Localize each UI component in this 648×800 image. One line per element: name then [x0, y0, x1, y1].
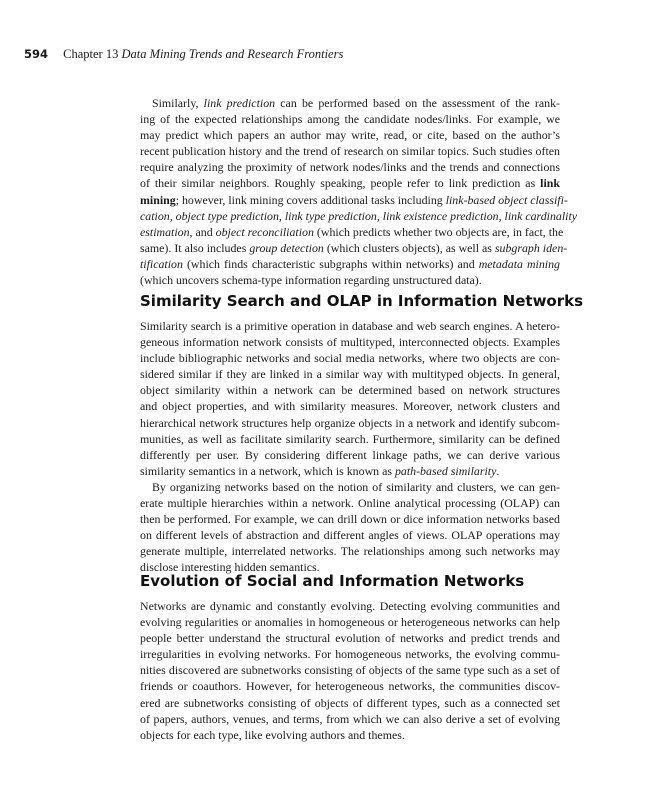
text-line: [140, 463, 560, 479]
bold-text: link: [540, 176, 560, 191]
paragraph: [140, 598, 560, 743]
chapter-label: Chapter 13: [63, 47, 119, 61]
italic-text: link-based object classifi-: [445, 192, 568, 207]
text-line: [140, 159, 560, 175]
text-run: (which predicts whether two objects are, in fact, the: [313, 224, 564, 239]
text-line: [140, 175, 560, 191]
text-run: (which finds characteristic subgraphs within networks) and: [182, 256, 479, 271]
text-line: [140, 192, 568, 208]
text-run: Similarly,: [152, 96, 204, 110]
section-heading-similarity-search: Similarity Search and OLAP in Information Networks: [140, 292, 584, 310]
text-run: evolving regularities or anomalies in homogeneous or heterogeneous networks can help: [140, 615, 560, 630]
section-similarity-search: [140, 318, 560, 576]
text-run: By organizing networks based on the notion of similarity and clusters, we can gen-: [152, 479, 560, 494]
section-evolution: [140, 598, 560, 743]
paragraph: [140, 95, 578, 288]
text-line: [140, 224, 564, 240]
text-run: friends or coauthors. However, for heterogeneous networks, the communities discov-: [140, 679, 560, 694]
italic-text: group detection: [249, 240, 324, 255]
chapter-title: Data Mining Trends and Research Frontiers: [121, 47, 344, 61]
text-line: [140, 431, 560, 447]
text-run: similarity semantics in a network, which is known as: [140, 463, 395, 478]
italic-text: tification: [140, 256, 183, 271]
text-line: [140, 208, 578, 224]
italic-text: estimation: [140, 224, 190, 239]
text-line: [140, 646, 560, 662]
text-run: on different levels of abstraction and different angles of views. OLAP operations may: [140, 528, 560, 543]
text-run: of papers, authors, venues, and terms, from which we can also derive a set of evolving: [140, 711, 560, 726]
text-line: [140, 398, 560, 414]
text-line: [140, 727, 560, 743]
text-line: [140, 240, 568, 256]
text-run: , and: [189, 224, 216, 239]
text-run: sidered similar if they are linked in a similar way with multityped objects. In general,: [140, 367, 560, 382]
text-line: [140, 614, 560, 630]
text-line: [140, 598, 560, 614]
text-run: object similarity within a network can be determined based on network structures: [140, 383, 560, 398]
italic-text: path-based similarity: [394, 463, 497, 478]
italic-text: subgraph iden-: [494, 240, 568, 255]
text-run: of their similar neighbors. Roughly speaking, people refer to link prediction as: [140, 176, 541, 191]
text-run: ing of the expected relationships among the candidate nodes/links. For example, we: [140, 112, 560, 127]
text-run: (which clusters objects), as well as: [323, 240, 495, 255]
text-line: [140, 543, 560, 559]
section-heading-evolution: Evolution of Social and Information Networks: [140, 572, 525, 590]
italic-text: cation, object type prediction, link type prediction, link existence prediction, link cardinality: [140, 208, 578, 223]
text-run: then be performed. For example, we can drill down or dice information networks based: [140, 512, 560, 527]
text-run: nities discovered are subnetworks consisting of objects of the same type such as a set of: [140, 663, 560, 678]
text-line: [140, 662, 560, 678]
text-run: can be performed based on the assessment of the rank-: [275, 96, 560, 110]
running-head: [24, 47, 343, 62]
text-run: recent publication history and the trend of research on similar topics. Such studies often: [140, 144, 560, 159]
italic-text: link prediction: [203, 96, 276, 110]
text-run: and object properties, and with similarity measures. Moreover, network clusters and: [140, 399, 560, 414]
text-run: irregularities in evolving networks. For homogeneous networks, the evolving commu-: [140, 647, 560, 662]
text-run: people better understand the structural evolution of networks and predict trends and: [140, 631, 560, 646]
text-run: require analyzing the proximity of network nodes/links and the trends and connections: [140, 160, 560, 175]
text-run: include bibliographic networks and social media networks, where two objects are con-: [140, 351, 560, 366]
text-run: geneous information network consists of multityped, interconnected objects. Examples: [140, 335, 560, 350]
text-run: disclose interesting hidden semantics.: [140, 560, 320, 575]
text-run: objects for each type, like evolving authors and themes.: [140, 727, 405, 742]
text-line: [140, 695, 560, 711]
text-line: [140, 256, 560, 272]
text-run: Networks are dynamic and constantly evolving. Detecting evolving communities and: [140, 599, 560, 613]
text-run: (which uncovers schema-type information regarding unstructured data).: [140, 273, 482, 288]
page-number: 594: [24, 47, 49, 61]
text-run: may predict which papers an author may write, read, or cite, based on the author’s: [140, 128, 560, 143]
text-line: [140, 350, 560, 366]
text-run: generate multiple, interrelated networks. The relationships among such networks may: [140, 544, 560, 559]
text-line: [140, 127, 560, 143]
italic-text: metadata mining: [478, 256, 561, 271]
text-line: [140, 272, 560, 288]
text-line: [140, 711, 560, 727]
text-run: hierarchical network structures help organize objects in a network and identify subcom-: [140, 415, 560, 430]
text-run: same). It also includes: [140, 240, 250, 255]
text-line: [140, 334, 560, 350]
text-run: ; however, link mining covers additional tasks including: [175, 192, 446, 207]
text-line: [140, 479, 560, 495]
paragraph: [140, 479, 560, 576]
text-run: munities, as well as facilitate similarity search. Furthermore, similarity can be defined: [140, 431, 560, 446]
text-line: [140, 143, 560, 159]
text-line: [140, 511, 560, 527]
text-run: .: [496, 463, 500, 478]
text-line: [140, 630, 560, 646]
italic-text: object reconciliation: [215, 224, 314, 239]
text-line: [140, 111, 560, 127]
text-run: erate multiple hierarchies within a network. Online analytical processing (OLAP) can: [140, 496, 560, 511]
text-line: [140, 678, 560, 694]
text-line: [140, 447, 560, 463]
text-line: [140, 382, 560, 398]
text-run: Similarity search is a primitive operation in database and web search engines. A hetero-: [140, 319, 560, 333]
text-line: [140, 495, 560, 511]
bold-text: mining: [140, 192, 176, 207]
text-line: [140, 366, 560, 382]
text-line: [140, 95, 560, 111]
section-intro: [140, 95, 578, 288]
paragraph: [140, 318, 560, 479]
text-run: ered are subnetworks consisting of objects of different types, such as a connected set: [140, 695, 560, 710]
text-run: differently per user. By considering different linkage paths, we can derive various: [140, 447, 560, 462]
text-line: [140, 318, 560, 334]
text-line: [140, 415, 560, 431]
text-line: [140, 527, 560, 543]
